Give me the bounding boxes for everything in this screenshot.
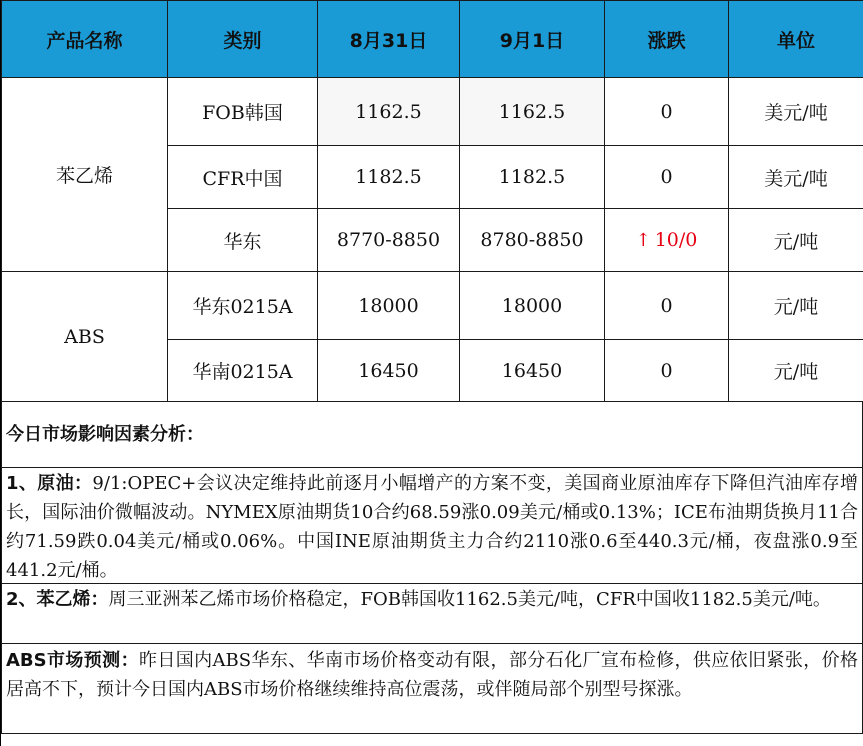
analysis-crude-oil bbox=[1, 468, 863, 584]
aug31-cell: 8770-8850 bbox=[318, 209, 460, 272]
analysis-title: 今日市场影响因素分析： bbox=[1, 402, 863, 468]
header-unit: 单位 bbox=[729, 1, 863, 78]
header-product: 产品名称 bbox=[2, 1, 168, 78]
price-table bbox=[1, 0, 863, 402]
category-cell: CFR中国 bbox=[168, 146, 318, 209]
unit-cell: 元/吨 bbox=[729, 272, 863, 340]
category-cell: 华东0215A bbox=[168, 272, 318, 340]
analysis-text: 昨日国内ABS华东、华南市场价格变动有限，部分石化厂宣布检修，供应依旧紧张，价格居高不下，预计今日国内ABS市场价格继续维持高位震荡，或伴随局部个别型号探涨。 bbox=[6, 650, 858, 700]
table-row bbox=[2, 272, 863, 340]
product-styrene: 苯乙烯 bbox=[2, 78, 168, 272]
category-cell: 华东 bbox=[168, 209, 318, 272]
sep1-cell: 18000 bbox=[460, 272, 605, 340]
sep1-cell: 1182.5 bbox=[460, 146, 605, 209]
unit-cell: 元/吨 bbox=[729, 340, 863, 402]
analysis-styrene bbox=[1, 584, 863, 644]
analysis-label: 1、原油： bbox=[6, 473, 93, 494]
unit-cell: 元/吨 bbox=[729, 209, 863, 272]
change-cell: 0 bbox=[605, 272, 729, 340]
header-change: 涨跌 bbox=[605, 1, 729, 78]
category-cell: FOB韩国 bbox=[168, 78, 318, 146]
change-cell-up bbox=[605, 209, 729, 272]
table-row bbox=[2, 78, 863, 146]
analysis-text: 9/1:OPEC+会议决定维持此前逐月小幅增产的方案不变，美国商业原油库存下降但汽油库存增长，国际油价微幅波动。NYMEX原油期货10合约68.59涨0.09美元/桶或0.13%；ICE布油期货换月11合约71.59跌0.04美元/桶或0.06%。中国INE原油期货主力合约2110涨0.6至440.3元/桶，夜盘涨0.9至441.2元/桶。 bbox=[6, 473, 858, 581]
aug31-cell: 16450 bbox=[318, 340, 460, 402]
unit-cell: 美元/吨 bbox=[729, 146, 863, 209]
header-aug31: 8月31日 bbox=[318, 1, 460, 78]
product-abs: ABS bbox=[2, 272, 168, 402]
aug31-cell: 18000 bbox=[318, 272, 460, 340]
aug31-cell: 1162.5 bbox=[318, 78, 460, 146]
header-category: 类别 bbox=[168, 1, 318, 78]
category-cell: 华南0215A bbox=[168, 340, 318, 402]
table-header-row bbox=[2, 1, 863, 78]
analysis-section bbox=[1, 402, 863, 734]
up-arrow-icon: ↑ bbox=[635, 230, 651, 251]
sep1-cell: 8780-8850 bbox=[460, 209, 605, 272]
header-sep1: 9月1日 bbox=[460, 1, 605, 78]
change-value: 10/0 bbox=[654, 229, 698, 251]
unit-cell: 美元/吨 bbox=[729, 78, 863, 146]
aug31-cell: 1182.5 bbox=[318, 146, 460, 209]
analysis-label: ABS市场预测： bbox=[6, 650, 139, 671]
change-cell: 0 bbox=[605, 146, 729, 209]
analysis-abs-forecast bbox=[1, 644, 863, 734]
sep1-cell: 1162.5 bbox=[460, 78, 605, 146]
sep1-cell: 16450 bbox=[460, 340, 605, 402]
analysis-text: 周三亚洲苯乙烯市场价格稳定，FOB韩国收1162.5美元/吨，CFR中国收1182.5美元/吨。 bbox=[108, 589, 831, 610]
change-cell: 0 bbox=[605, 78, 729, 146]
change-cell: 0 bbox=[605, 340, 729, 402]
analysis-label: 2、苯乙烯： bbox=[6, 589, 109, 610]
